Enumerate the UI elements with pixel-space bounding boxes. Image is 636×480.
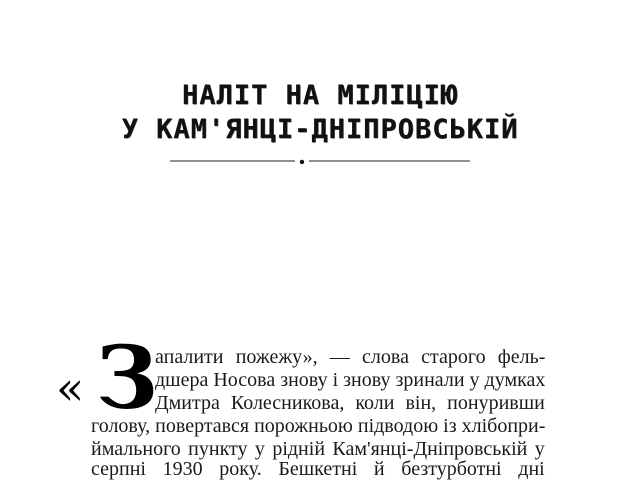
body-text-line: серпні 1930 року. Бешкетні й безтурботні дні — [91, 458, 545, 480]
dropcap-letter: З — [96, 328, 159, 429]
page-title-line-2: У КАМ'ЯНЦІ-ДНІПРОВСЬКІЙ — [121, 114, 519, 145]
body-text-line: голову, повертався порожньою підводою із хлібопри- — [91, 415, 546, 437]
title-divider-ornament — [170, 156, 470, 166]
dropcap-quote-mark: « — [56, 361, 85, 415]
body-text-line: ймального пункту у рідній Кам'янці-Дніпровській у — [91, 438, 545, 460]
body-text-line: апалити пожежу», — слова старого фель- — [155, 346, 546, 368]
body-text-line: Дмитра Колесникова, коли він, понуривши — [155, 392, 545, 414]
body-text-line: дшера Носова знову і знову зринали у думках — [155, 369, 546, 391]
page-title-line-1: НАЛІТ НА МІЛІЦІЮ — [181, 80, 459, 111]
